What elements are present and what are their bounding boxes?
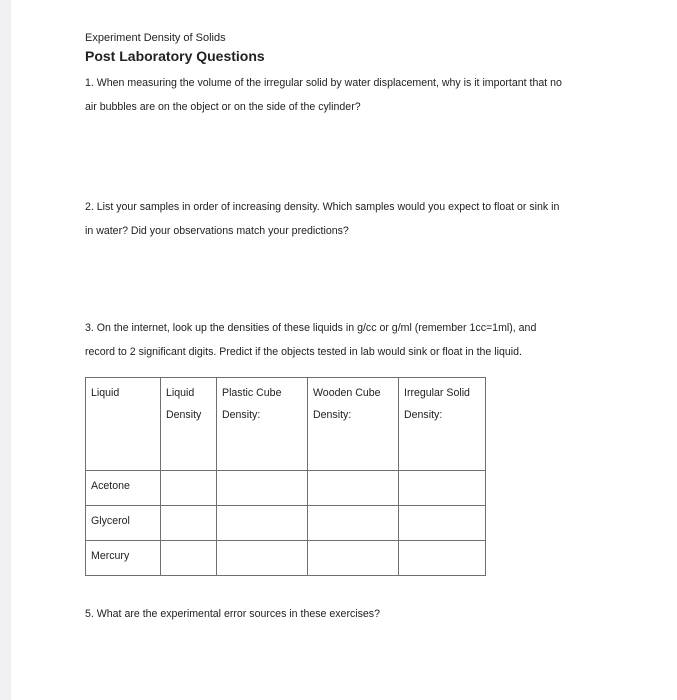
- header-liquid-text: Liquid: [91, 387, 120, 399]
- cell-liquid-density: [161, 506, 217, 541]
- table-row-acetone: [86, 471, 486, 506]
- question-1-line-2: air bubbles are on the object or on the side of the cylinder?: [85, 101, 361, 113]
- header-wooden-cube: [308, 378, 399, 471]
- page-title: Post Laboratory Questions: [85, 48, 265, 64]
- header-plastic-cube-line-1: Plastic Cube: [222, 387, 282, 399]
- cell-wooden-cube: [308, 471, 399, 506]
- header-irregular-solid: [399, 378, 486, 471]
- table-row-mercury: [86, 541, 486, 576]
- cell-irregular-solid: [399, 471, 486, 506]
- question-2: [85, 195, 559, 243]
- header-liquid-density-line-1: Liquid: [166, 387, 195, 399]
- question-3-line-1: 3. On the internet, look up the densities of these liquids in g/cc or g/ml (remember 1cc=1ml), and: [85, 322, 537, 334]
- header-wooden-cube-line-2: Density:: [313, 409, 352, 421]
- question-2-line-2: in water? Did your observations match your predictions?: [85, 225, 349, 237]
- cell-liquid-name: Glycerol: [86, 506, 161, 541]
- question-2-line-1: 2. List your samples in order of increasing density. Which samples would you expect to float or sink in: [85, 201, 560, 213]
- experiment-subtitle: Experiment Density of Solids: [85, 32, 226, 44]
- cell-irregular-solid: [399, 541, 486, 576]
- header-liquid-density-line-2: Density: [166, 409, 202, 421]
- question-1: [85, 71, 562, 119]
- left-margin-bar: [0, 0, 11, 700]
- question-1-line-1: 1. When measuring the volume of the irregular solid by water displacement, why is it important that no: [85, 77, 562, 89]
- question-5: [85, 602, 380, 626]
- liquid-density-table: [85, 377, 486, 576]
- table-row-glycerol: [86, 506, 486, 541]
- cell-wooden-cube: [308, 541, 399, 576]
- question-3: [85, 316, 536, 364]
- cell-plastic-cube: [217, 471, 308, 506]
- cell-plastic-cube: [217, 506, 308, 541]
- table-header-row: [86, 378, 486, 471]
- question-3-line-2: record to 2 significant digits. Predict if the objects tested in lab would sink or float in the liquid.: [85, 346, 522, 358]
- question-5-line-1: 5. What are the experimental error sources in these exercises?: [85, 608, 380, 620]
- cell-liquid-density: [161, 541, 217, 576]
- cell-plastic-cube: [217, 541, 308, 576]
- cell-liquid-name: Acetone: [86, 471, 161, 506]
- header-irregular-solid-line-2: Density:: [404, 409, 443, 421]
- header-plastic-cube: [217, 378, 308, 471]
- header-liquid: [86, 378, 161, 471]
- header-liquid-density: [161, 378, 217, 471]
- cell-irregular-solid: [399, 506, 486, 541]
- header-plastic-cube-line-2: Density:: [222, 409, 261, 421]
- cell-liquid-name: Mercury: [86, 541, 161, 576]
- header-wooden-cube-line-1: Wooden Cube: [313, 387, 381, 399]
- cell-liquid-density: [161, 471, 217, 506]
- cell-wooden-cube: [308, 506, 399, 541]
- header-irregular-solid-line-1: Irregular Solid: [404, 387, 470, 399]
